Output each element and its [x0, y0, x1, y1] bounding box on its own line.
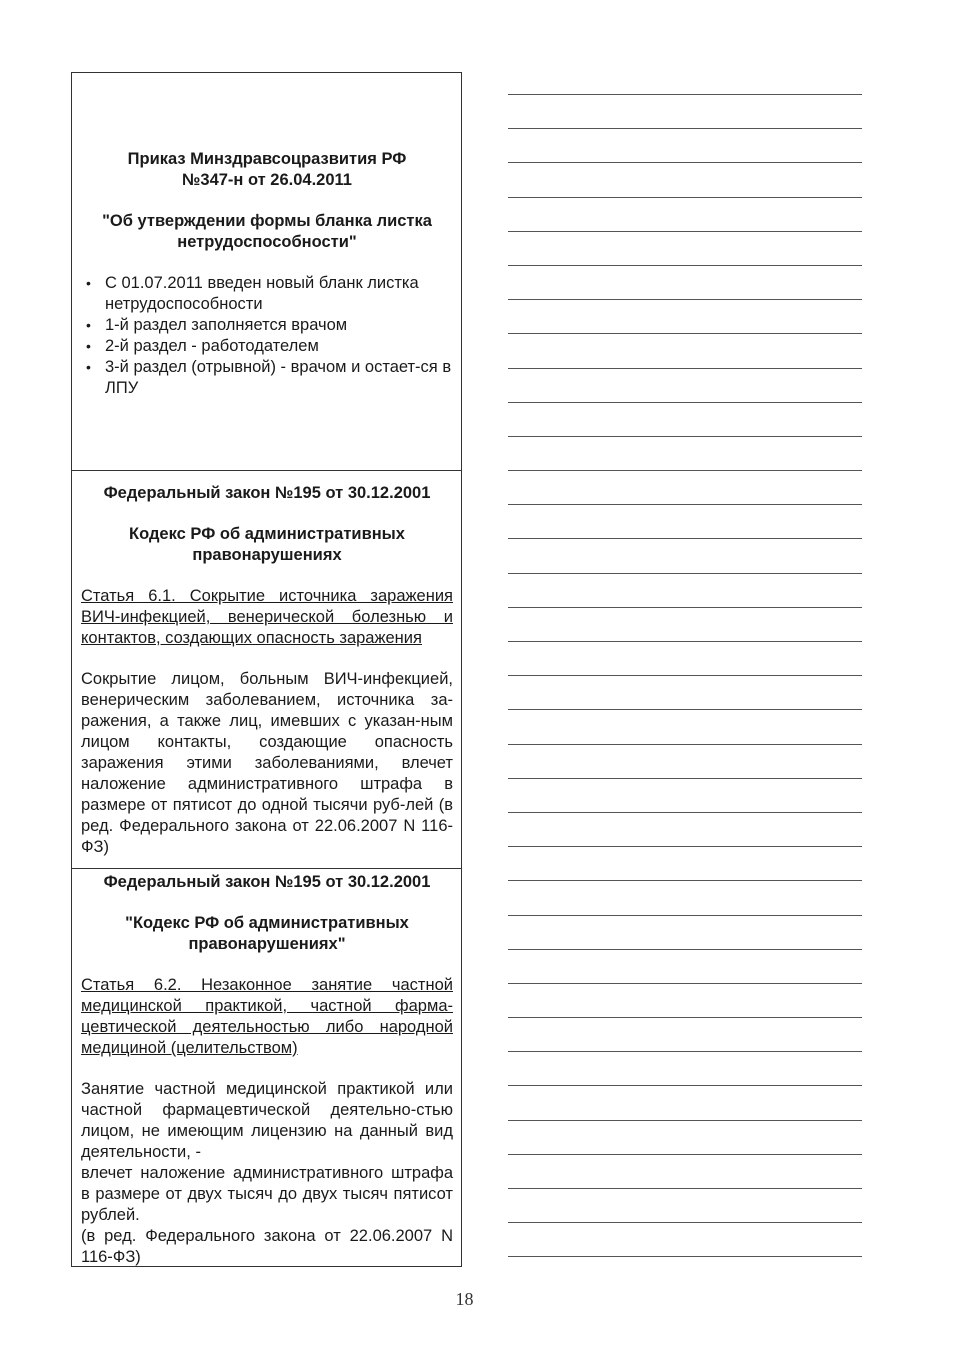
order-bullet-list: [81, 273, 453, 399]
note-line: [508, 538, 862, 539]
note-line: [508, 265, 862, 266]
note-line: [508, 915, 862, 916]
note-line: [508, 197, 862, 198]
note-line: [508, 1188, 862, 1189]
article-text: Занятие частной медицинской практикой или частной фармацевтической деятельно-стью лицом, не имеющим лицензию на данный вид деятельности, -: [81, 1080, 453, 1161]
note-line: [508, 1154, 862, 1155]
bullet-item: • С 01.07.2011 введен новый бланк листка нетрудоспособности: [81, 273, 453, 315]
note-line: [508, 607, 862, 608]
note-line: [508, 846, 862, 847]
note-line: [508, 1017, 862, 1018]
note-line: [508, 949, 862, 950]
note-line: [508, 641, 862, 642]
order-subtitle-line2: нетрудоспособности": [177, 233, 357, 251]
note-line: [508, 436, 862, 437]
note-line: [508, 573, 862, 574]
note-line: [508, 1256, 862, 1257]
note-line: [508, 333, 862, 334]
code-title-line1: Кодекс РФ об административных: [129, 525, 405, 543]
content-panel: [71, 72, 462, 1267]
law-title: Федеральный закон №195 от 30.12.2001: [103, 484, 431, 502]
note-line: [508, 778, 862, 779]
order-subtitle-line1: "Об утверждении формы бланка листка: [102, 212, 432, 230]
note-line: [508, 1120, 862, 1121]
bullet-item: • 1-й раздел заполняется врачом: [81, 315, 453, 336]
note-line: [508, 368, 862, 369]
code-title-line1: "Кодекс РФ об административных: [125, 914, 409, 932]
article-text: Сокрытие лицом, больным ВИЧ-инфекцией, венерическим заболеванием, источника за-ражения, а также лиц, имевших с указан-ным лицом контакты, создающие опасность заражения этими заболеваниями, влечет наложение административного штрафа в размере от пятисот до одной тысячи руб-лей (в ред. Федерального закона от 22.06.2007 N 116-ФЗ): [81, 670, 453, 856]
bullet-item: • 2-й раздел - работодателем: [81, 336, 453, 357]
article-heading: Статья 6.2. Незаконное занятие частной медицинской практикой, частной фарма-цевтической деятельностью либо народной медициной (целительством): [81, 976, 453, 1057]
note-line: [508, 709, 862, 710]
note-line: [508, 299, 862, 300]
order-title-line2: №347-н от 26.04.2011: [182, 171, 352, 189]
note-line: [508, 402, 862, 403]
note-lines: [508, 94, 862, 1291]
law-box-article-6-1: [72, 471, 461, 869]
note-line: [508, 162, 862, 163]
order-title-line1: Приказ Минздравсоцразвития РФ: [127, 150, 407, 168]
note-line: [508, 675, 862, 676]
note-line: [508, 744, 862, 745]
note-line: [508, 983, 862, 984]
note-line: [508, 504, 862, 505]
article-text: влечет наложение административного штрафа в размере от двух тысяч до двух тысяч пятисот рублей.: [81, 1164, 453, 1224]
note-line: [508, 880, 862, 881]
article-text: (в ред. Федерального закона от 22.06.2007 N 116-ФЗ): [81, 1227, 453, 1266]
law-title: Федеральный закон №195 от 30.12.2001: [103, 873, 431, 891]
code-title-line2: правонарушениях": [188, 935, 346, 953]
page-number: 18: [455, 1289, 474, 1309]
note-line: [508, 1085, 862, 1086]
note-line: [508, 812, 862, 813]
note-line: [508, 128, 862, 129]
article-heading: Статья 6.1. Сокрытие источника заражения ВИЧ-инфекцией, венерической болезнью и контактов, создающих опасность заражения: [81, 587, 453, 647]
code-title-line2: правонарушениях: [192, 546, 342, 564]
note-line: [508, 470, 862, 471]
note-line: [508, 1222, 862, 1223]
bullet-item: • 3-й раздел (отрывной) - врачом и остает-ся в ЛПУ: [81, 357, 453, 399]
note-line: [508, 1051, 862, 1052]
note-line: [508, 231, 862, 232]
order-box: [72, 73, 461, 471]
note-line: [508, 94, 862, 95]
law-box-article-6-2: [72, 869, 461, 1266]
